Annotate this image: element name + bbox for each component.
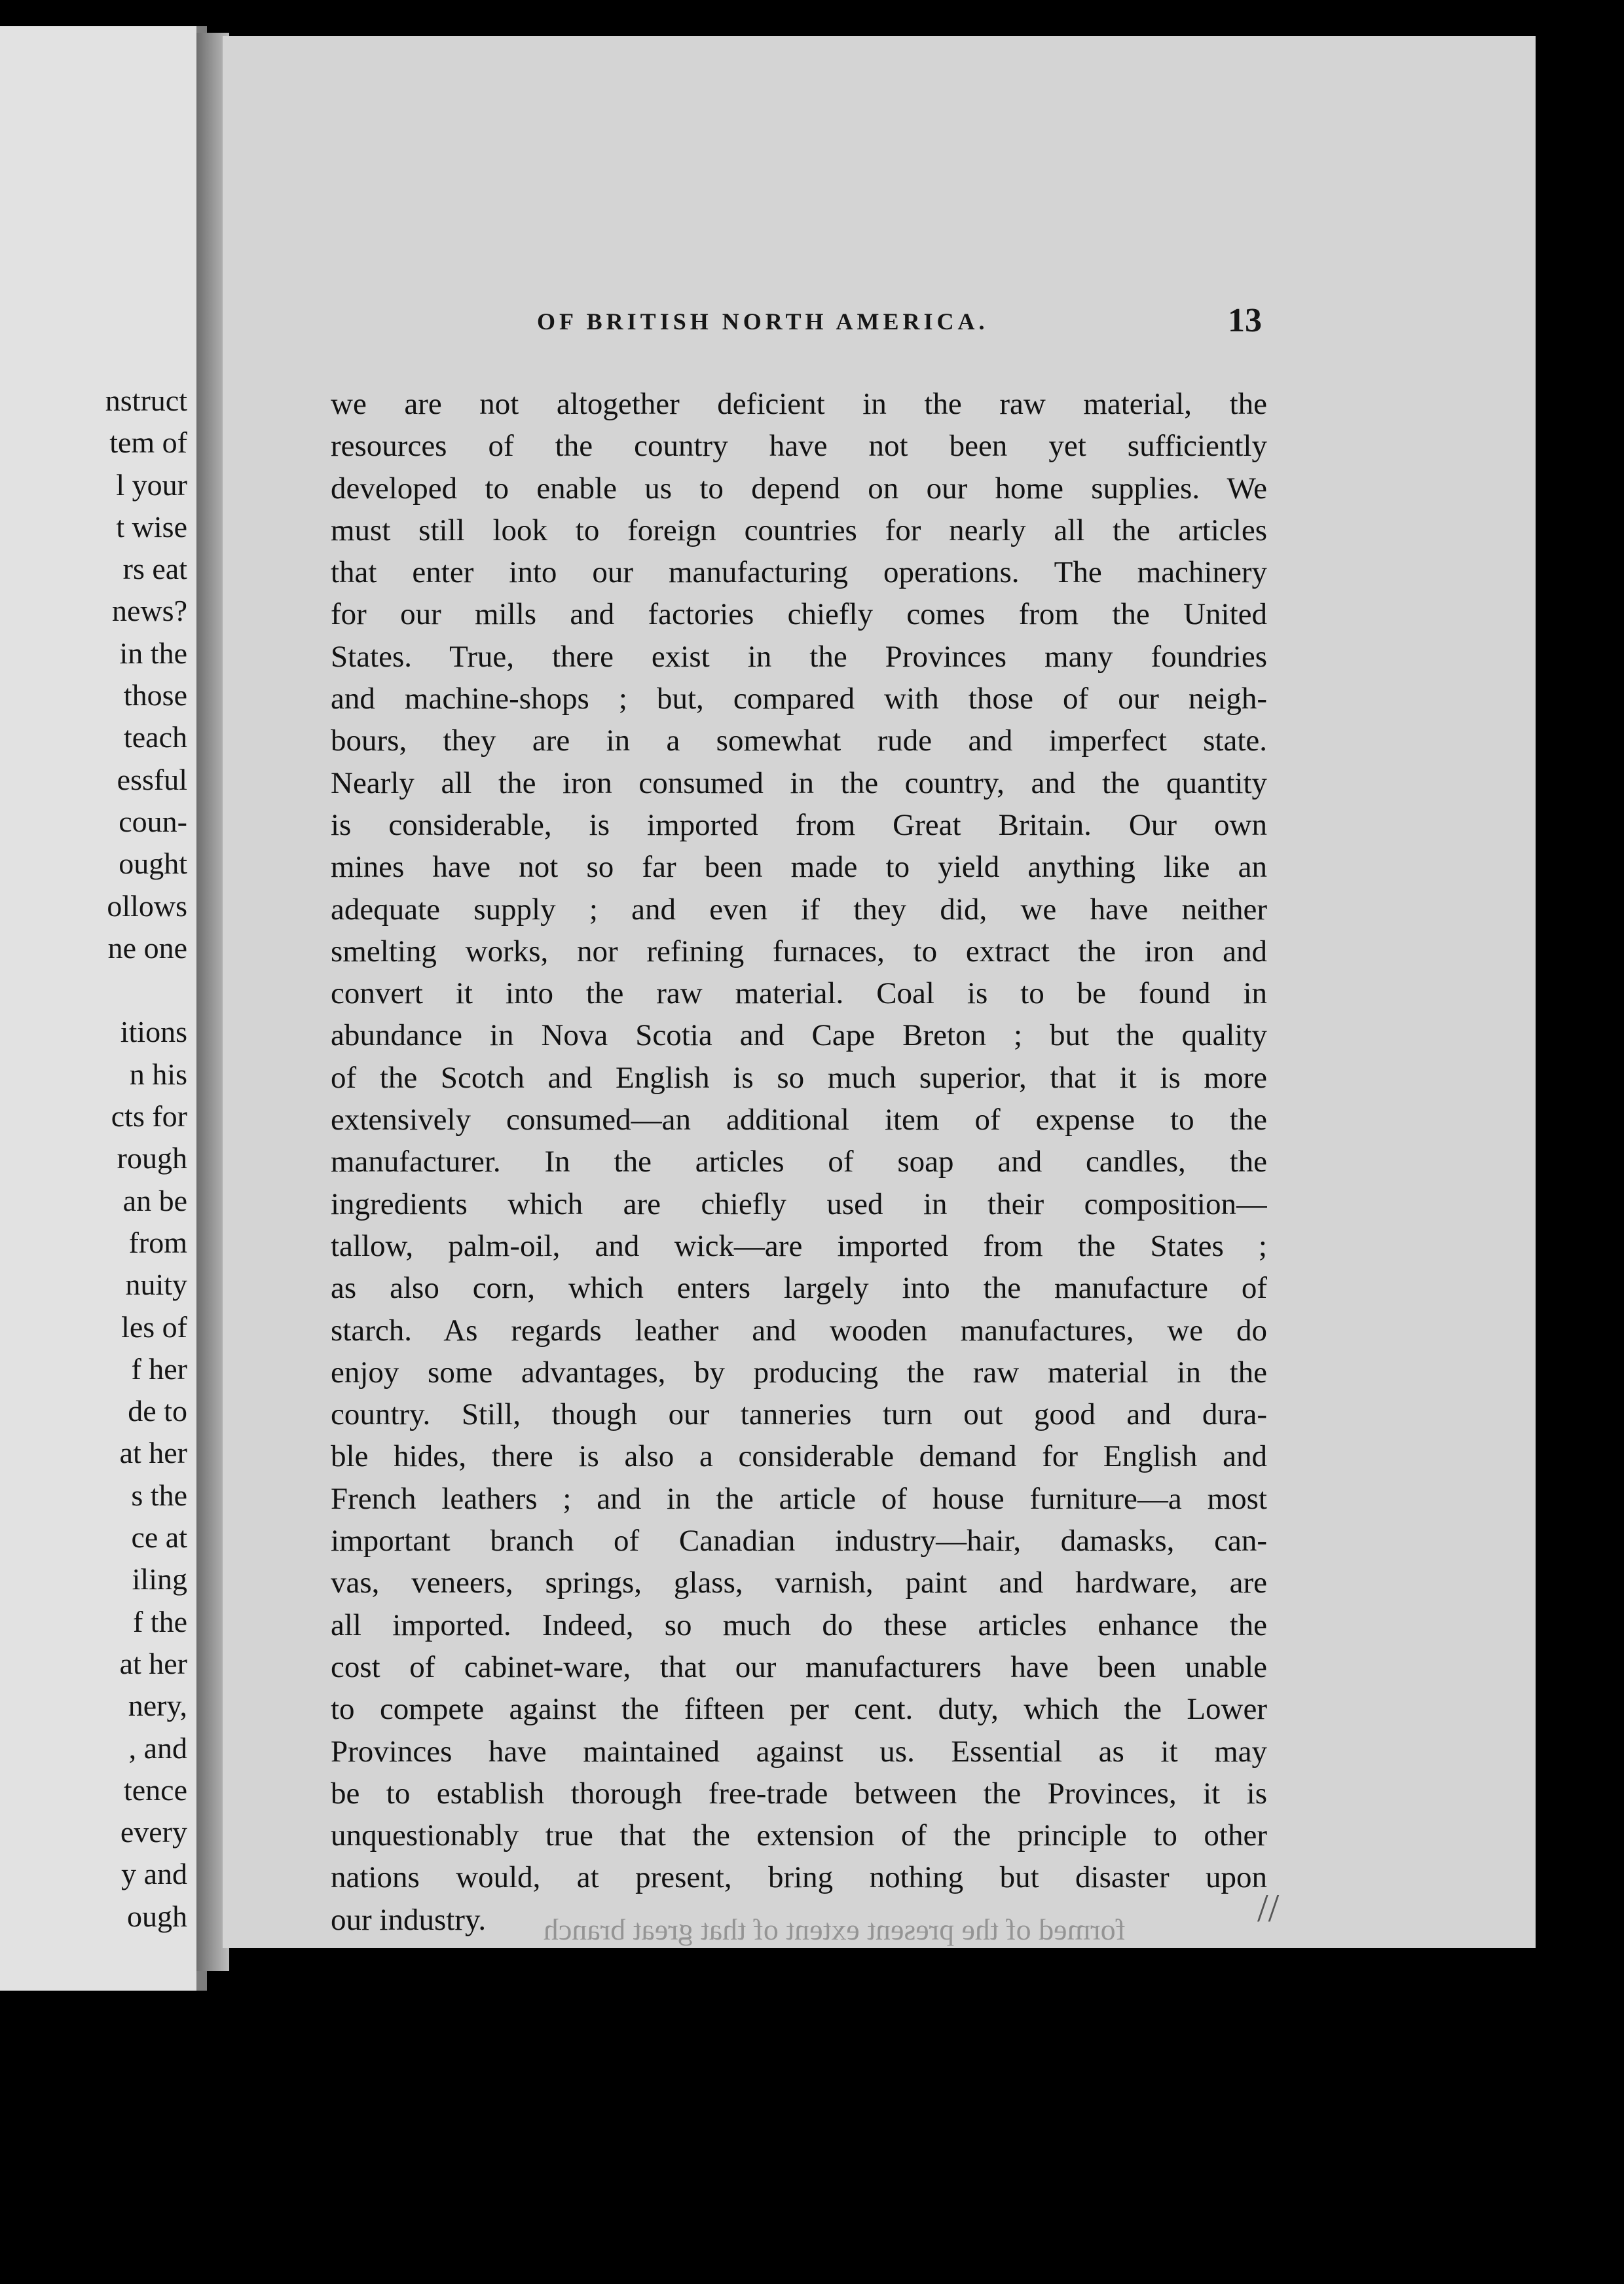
text-line: resources of the country have not been yet sufficiently [331, 429, 1267, 464]
facing-page-line: tem of [109, 426, 187, 460]
pencil-mark: // [1257, 1887, 1280, 1930]
text-line: we are not altogether deficient in the raw material, the [331, 387, 1267, 421]
facing-page-line: cts for [111, 1099, 187, 1133]
text-line: as also corn, which enters largely into the manufacture of [331, 1271, 1267, 1306]
text-line: important branch of Canadian industry—hair, damasks, can- [331, 1524, 1267, 1558]
text-line: our industry. [331, 1902, 487, 1937]
facing-page-line: ough [127, 1899, 187, 1933]
text-line: must still look to foreign countries for nearly all the articles [331, 513, 1267, 547]
facing-page [0, 26, 207, 1991]
facing-page-line: nery, [128, 1689, 187, 1723]
text-line: bours, they are in a somewhat rude and imperfect state. [331, 724, 1267, 758]
text-line: abundance in Nova Scotia and Cape Breton ; but the quality [331, 1018, 1267, 1053]
facing-page-line: nuity [125, 1268, 187, 1302]
text-line: for our mills and factories chiefly comes from the United [331, 597, 1267, 632]
facing-page-line: at her [119, 1646, 187, 1680]
facing-page-line: every [120, 1815, 187, 1849]
facing-page-line: ce at [131, 1520, 187, 1555]
facing-page-line: l your [116, 468, 187, 502]
text-line: that enter into our manufacturing operations. The machinery [331, 555, 1267, 590]
facing-page-text [0, 380, 196, 1938]
text-line: be to establish thorough free-trade between the Provinces, it is [331, 1776, 1267, 1811]
facing-page-line: s the [131, 1478, 187, 1512]
text-line: ingredients which are chiefly used in their composition— [331, 1187, 1267, 1221]
text-line: mines have not so far been made to yield anything like an [331, 850, 1267, 885]
facing-page-line: from [128, 1225, 187, 1259]
text-line: French leathers ; and in the article of house furniture—a most [331, 1481, 1267, 1516]
facing-page-line: ought [119, 847, 187, 881]
facing-page-line: an be [122, 1183, 187, 1217]
text-line: vas, veneers, springs, glass, varnish, paint and hardware, are [331, 1566, 1267, 1600]
facing-page-line: in the [119, 636, 187, 670]
page-number: 13 [1228, 302, 1262, 339]
facing-page-line: n his [129, 1057, 187, 1091]
facing-page-line: at her [119, 1436, 187, 1470]
facing-page-line: coun- [119, 804, 187, 838]
facing-page-line: rough [117, 1141, 187, 1175]
text-line: cost of cabinet-ware, that our manufacturers have been unable [331, 1649, 1267, 1684]
facing-page-line: y and [121, 1857, 187, 1891]
facing-page-line: ollows [107, 889, 187, 923]
facing-page-line: teach [123, 720, 187, 754]
text-line: and machine-shops ; but, compared with those of our neigh- [331, 682, 1267, 716]
text-line: starch. As regards leather and wooden manufactures, we do [331, 1313, 1267, 1348]
text-line: convert it into the raw material. Coal is to be found in [331, 976, 1267, 1011]
text-line: ble hides, there is also a considerable demand for English and [331, 1439, 1267, 1474]
text-line: unquestionably true that the extension of the principle to other [331, 1818, 1267, 1853]
body-text [331, 383, 1267, 1941]
text-line: is considerable, is imported from Great Britain. Our own [331, 807, 1267, 842]
facing-page-line: f her [131, 1352, 187, 1386]
text-line: country. Still, though our tanneries turn out good and dura- [331, 1397, 1267, 1432]
facing-page-line: de to [128, 1394, 187, 1428]
text-line: extensively consumed—an additional item of expense to the [331, 1103, 1267, 1137]
facing-page-line: tence [123, 1773, 187, 1807]
text-line: Nearly all the iron consumed in the country, and the quantity [331, 765, 1267, 800]
text-line: adequate supply ; and even if they did, we have neither [331, 892, 1267, 927]
text-line: to compete against the fifteen per cent. duty, which the Lower [331, 1692, 1267, 1727]
text-line: smelting works, nor refining furnaces, to extract the iron and [331, 934, 1267, 968]
facing-page-line: les of [121, 1310, 187, 1344]
facing-page-line: rs eat [122, 552, 187, 586]
bleed-through-text: formed of the present extent of that great branch [544, 1913, 1126, 1946]
running-head: OF BRITISH NORTH AMERICA. [537, 308, 989, 335]
text-line: tallow, palm-oil, and wick—are imported from the States ; [331, 1228, 1267, 1263]
text-line: enjoy some advantages, by producing the raw material in the [331, 1355, 1267, 1390]
facing-page-line: news? [112, 594, 187, 628]
text-line: nations would, at present, bring nothing but disaster upon [331, 1860, 1267, 1895]
text-line: all imported. Indeed, so much do these articles enhance the [331, 1608, 1267, 1642]
facing-page-line: nstruct [105, 384, 187, 417]
facing-page-line: itions [120, 1015, 187, 1049]
facing-page-line: , and [128, 1731, 187, 1765]
facing-page-line: iling [132, 1562, 187, 1596]
facing-page-line: essful [117, 762, 187, 796]
text-line: developed to enable us to depend on our home supplies. We [331, 471, 1267, 506]
text-line: of the Scotch and English is so much superior, that it is more [331, 1060, 1267, 1095]
facing-page-line [0, 969, 187, 1011]
facing-page-line: ne one [107, 930, 187, 965]
facing-page-line: f the [132, 1604, 187, 1638]
text-line: Provinces have maintained against us. Essential as it may [331, 1734, 1267, 1769]
facing-page-line: those [123, 678, 187, 712]
text-line: manufacturer. In the articles of soap and candles, the [331, 1145, 1267, 1179]
text-line: States. True, there exist in the Provinces many foundries [331, 639, 1267, 674]
facing-page-line: t wise [116, 509, 187, 543]
